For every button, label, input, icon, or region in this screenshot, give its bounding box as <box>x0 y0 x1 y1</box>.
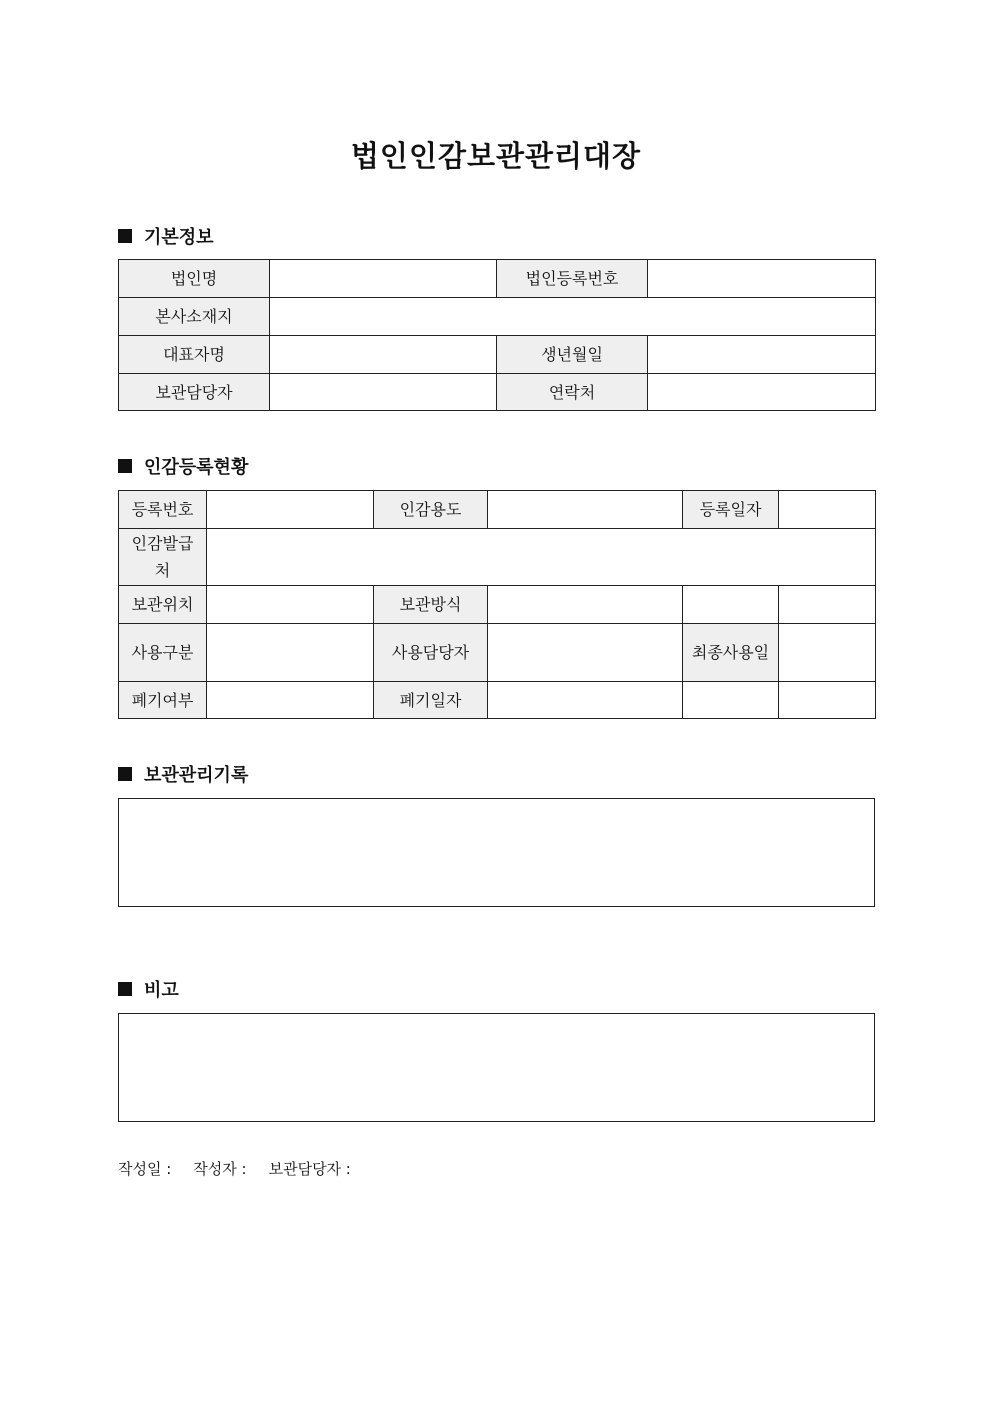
square-bullet-icon <box>118 459 132 473</box>
seal-registration-table <box>118 490 876 719</box>
hq-address-field[interactable] <box>270 298 876 336</box>
section-remarks <box>118 976 179 1002</box>
reg-date-label: 등록일자 <box>683 491 779 529</box>
disposal-extra-field-2[interactable] <box>779 682 876 719</box>
square-bullet-icon <box>118 229 132 243</box>
reg-date-field[interactable] <box>779 491 876 529</box>
corp-name-field[interactable] <box>270 260 497 298</box>
reg-no-label: 등록번호 <box>119 491 207 529</box>
remarks-textarea[interactable] <box>118 1013 875 1122</box>
hq-address-label: 본사소재지 <box>119 298 270 336</box>
square-bullet-icon <box>118 982 132 996</box>
usage-type-field[interactable] <box>207 624 374 682</box>
ceo-name-field[interactable] <box>270 336 497 374</box>
issuer-label: 인감발급처 <box>119 529 207 586</box>
storage-location-label: 보관위치 <box>119 586 207 624</box>
square-bullet-icon <box>118 767 132 781</box>
disposed-label: 폐기여부 <box>119 682 207 719</box>
corp-name-label: 법인명 <box>119 260 270 298</box>
contact-label: 연락처 <box>497 374 648 411</box>
reg-no-field[interactable] <box>207 491 374 529</box>
storage-extra-field-2[interactable] <box>779 586 876 624</box>
signature-footer <box>118 1158 351 1179</box>
issuer-field[interactable] <box>207 529 876 586</box>
section-basic-info-label: 기본정보 <box>144 227 214 248</box>
basic-info-table <box>118 259 876 411</box>
usage-type-label: 사용구분 <box>119 624 207 682</box>
disposed-field[interactable] <box>207 682 374 719</box>
section-seal-registration-label: 인감등록현황 <box>144 457 249 478</box>
last-used-label: 최종사용일 <box>683 624 779 682</box>
ceo-name-label: 대표자명 <box>119 336 270 374</box>
storage-location-field[interactable] <box>207 586 374 624</box>
footer-custodian-label: 보관담당자 : <box>268 1160 351 1178</box>
section-record <box>118 761 248 787</box>
written-date-label: 작성일 : <box>118 1160 172 1178</box>
last-used-field[interactable] <box>779 624 876 682</box>
seal-usage-label: 인감용도 <box>374 491 488 529</box>
section-remarks-label: 비고 <box>144 980 179 1001</box>
seal-usage-field[interactable] <box>488 491 683 529</box>
custodian-field[interactable] <box>270 374 497 411</box>
birth-date-field[interactable] <box>648 336 876 374</box>
document-title: 법인인감보관관리대장 <box>350 139 642 173</box>
usage-manager-field[interactable] <box>488 624 683 682</box>
usage-manager-label: 사용담당자 <box>374 624 488 682</box>
corp-reg-no-field[interactable] <box>648 260 876 298</box>
disposal-extra-field[interactable] <box>683 682 779 719</box>
contact-field[interactable] <box>648 374 876 411</box>
storage-method-field[interactable] <box>488 586 683 624</box>
section-seal-registration <box>118 453 248 479</box>
section-basic-info <box>118 223 214 249</box>
record-textarea[interactable] <box>118 798 875 907</box>
writer-label: 작성자 : <box>193 1160 247 1178</box>
custodian-label: 보관담당자 <box>119 374 270 411</box>
disposal-date-field[interactable] <box>488 682 683 719</box>
birth-date-label: 생년월일 <box>497 336 648 374</box>
disposal-date-label: 폐기일자 <box>374 682 488 719</box>
section-record-label: 보관관리기록 <box>144 765 249 786</box>
storage-extra-field[interactable] <box>683 586 779 624</box>
corp-reg-no-label: 법인등록번호 <box>497 260 648 298</box>
storage-method-label: 보관방식 <box>374 586 488 624</box>
